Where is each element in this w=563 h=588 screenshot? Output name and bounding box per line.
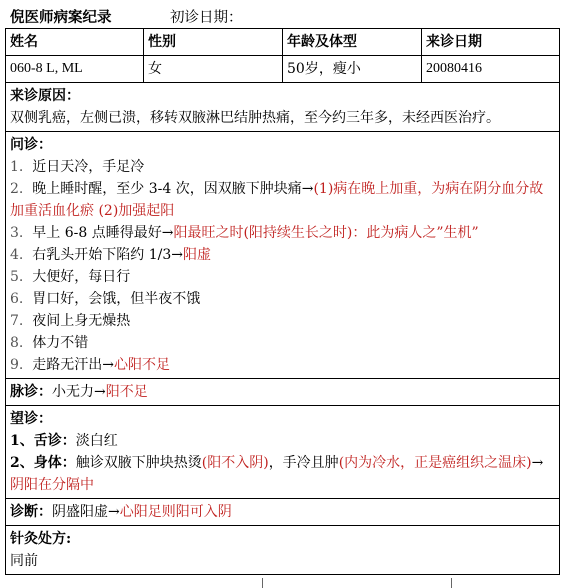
inspection-label: 望诊：	[10, 411, 52, 427]
inquiry-note: 阳最旺之时(阳持续生长之时)：此为病人之”生机”	[173, 225, 479, 241]
body-line	[10, 452, 555, 496]
reason-row	[6, 83, 560, 132]
body-note-3: 阴阳在分隔中	[10, 477, 94, 493]
treatment-label: 针灸处方:	[10, 531, 72, 547]
patient-header-row	[6, 29, 560, 56]
reason-text: 双侧乳癌，左侧已溃，移转双腋淋巴结肿热痛，至今约三年多，未经西医治疗。	[10, 110, 500, 126]
record-header	[10, 6, 243, 28]
first-visit-date-label: 初诊日期：	[170, 10, 243, 26]
pulse-note: 阳不足	[105, 384, 148, 400]
inquiry-item: 5. 大便好，每日行	[10, 269, 131, 285]
inquiry-item: 4. 右乳头开始下陷约 1/3→阳虚	[10, 247, 211, 263]
inquiry-note: 心阳不足	[114, 357, 170, 373]
tongue-label: 1、舌诊：	[10, 433, 76, 449]
visit-date-header: 来诊日期	[422, 29, 560, 56]
arrow-icon: →	[161, 225, 174, 241]
inquiry-row	[6, 132, 560, 379]
name-value: 060-8 L, ML	[6, 56, 144, 83]
inquiry-item: 2. 晚上睡时醒，至少 3-4 次，因双腋下肿块痛→(1)病在晚上加重，为病在阴分血分故加重活血化瘀 (2)加强起阳	[10, 181, 544, 219]
visit-date-value: 20080416	[422, 56, 560, 83]
diagnosis-label: 诊断：	[10, 504, 52, 520]
age-header: 年龄及体型	[283, 29, 422, 56]
age-value: 50岁，瘦小	[283, 56, 422, 83]
body-text-2: ，手冷且肿	[268, 455, 339, 471]
diagnosis-note: 心阳足则阳可入阴	[119, 504, 232, 520]
inquiry-item: 7. 夜间上身无燥热	[10, 313, 131, 329]
reason-label: 来诊原因：	[10, 88, 80, 104]
pulse-label: 脉诊：	[10, 384, 52, 400]
patient-values-row	[6, 56, 560, 83]
pulse-row	[6, 379, 560, 406]
arrow-icon: →	[108, 504, 120, 520]
inquiry-item: 8. 体力不错	[10, 335, 89, 351]
treatment-row	[6, 526, 560, 575]
sex-value: 女	[144, 56, 283, 83]
pulse-text: 小无力	[52, 384, 94, 400]
arrow-icon: →	[171, 247, 183, 263]
diagnosis-row	[6, 499, 560, 526]
inquiry-note: 阳虚	[182, 247, 211, 263]
arrow-icon: →	[301, 181, 314, 197]
record-title: 倪医师病案纪录	[10, 9, 112, 26]
body-label: 2、身体：	[10, 455, 76, 471]
tongue-line	[10, 430, 555, 452]
tongue-text: 淡白红	[75, 433, 118, 449]
body-text-1: 触诊双腋下肿块热烫	[75, 455, 202, 471]
inquiry-item: 6. 胃口好，会饿，但半夜不饿	[10, 291, 201, 307]
inquiry-list	[10, 156, 555, 376]
page-edge-mark	[262, 578, 269, 588]
inquiry-item: 3. 早上 6-8 点睡得最好→阳最旺之时(阳持续生长之时)：此为病人之”生机”	[10, 225, 479, 241]
name-header: 姓名	[6, 29, 144, 56]
page-edge-mark	[451, 578, 458, 588]
sex-header: 性别	[144, 29, 283, 56]
inquiry-label: 问诊：	[10, 137, 52, 153]
arrow-icon: →	[94, 384, 106, 400]
inquiry-item: 9. 走路无汗出→心阳不足	[10, 357, 170, 373]
inquiry-note: (1)病在晚上加重，为病在阴分血分故加重活血化瘀 (2)加强起阳	[10, 181, 544, 219]
case-record-table	[5, 28, 560, 575]
inquiry-item: 1. 近日天冷，手足冷	[10, 159, 145, 175]
diagnosis-text: 阴盛阳虚	[52, 504, 108, 520]
body-note-1: (阳不入阴)	[201, 455, 269, 471]
body-note-2: (内为冷水，正是癌组织之温床)	[338, 455, 532, 471]
inspection-row	[6, 406, 560, 499]
arrow-icon: →	[531, 455, 544, 471]
arrow-icon: →	[102, 357, 114, 373]
treatment-text: 同前	[10, 553, 38, 569]
